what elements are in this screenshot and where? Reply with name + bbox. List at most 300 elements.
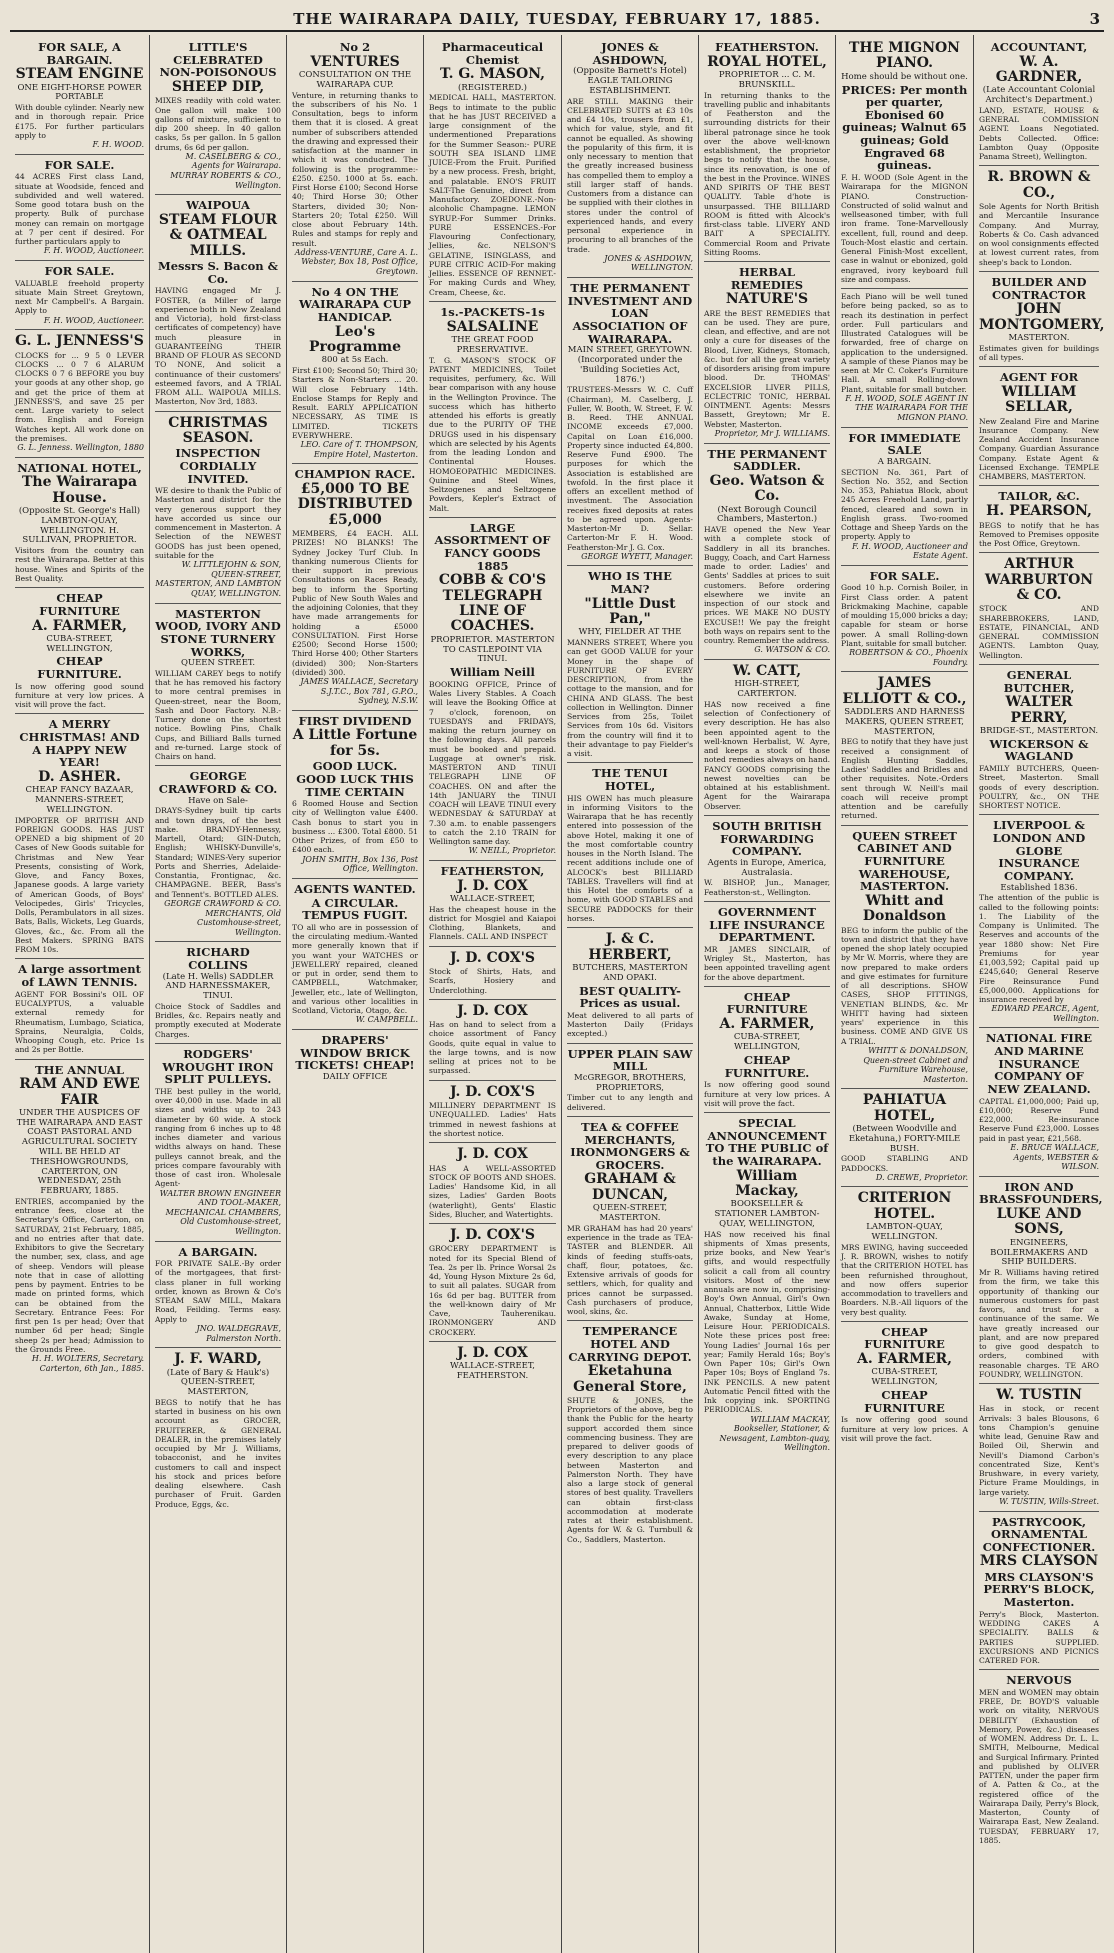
ad-body: TRUSTEES-Messrs W. C. Cuff (Chairman), M. Caselberg, J. Fuller, W. Booth, W. Street, F. W. B. Reed. THE ANNUAL INCOME exceeds £7,000. Capital on Loan £16,000. Property since inducted £4,800. Reserve Fund £900. The purposes for which the Association is established are twofold. In the first place it offers an excellent method of investment. The Association receives fixed deposits at rates to be agreed upon. Agents-Masterton-Mr D. Sellar. Carterton-Mr F. H. Wood. Featherston-Mr J. G. Cox. bbox=[567, 385, 693, 552]
advertisement bbox=[292, 464, 418, 711]
column-5 bbox=[562, 35, 699, 1953]
ad-head: IRON AND BRASSFOUNDERS, bbox=[979, 1179, 1103, 1207]
advertisement bbox=[15, 458, 144, 588]
ad-sub: BRIDGE-ST., MASTERTON. bbox=[979, 726, 1099, 736]
column-1 bbox=[10, 35, 150, 1953]
ad-body: First £100; Second 50; Third 30; Starters & Non-Starters ... 20. Will close February 14th. Enclose Stamps for Reply and Result. EARLY APPLICATION NECESSARY, AS TIME IS LIMITED. TICKETS EVERYWHERE. bbox=[292, 366, 418, 440]
advertisement bbox=[155, 1348, 281, 1513]
ad-body: ARE the BEST REMEDIES that can be used. They are pure, clean, and effective, and are not only a cure for diseases of the Blood, Liver, Kidneys, Stomach, &c. but for all the great variety of disorders arising from impure blood. Dr. THOMAS' EXCELSIOR LIVER PILLS, ECLECTRIC TONIC, HERBAL OINTMENT. Agents: Messrs Bassett, Greytown; Mr E. Webster, Masterton. bbox=[704, 308, 830, 429]
advertisement bbox=[841, 1322, 968, 1447]
advertisement bbox=[155, 766, 281, 942]
ad-body: Timber cut to any length and delivered. bbox=[567, 1093, 693, 1112]
ad-body: Choice Stock of Saddles and Bridles, &c. Repairs neatly and promptly executed at Moderate Charges. bbox=[155, 1001, 281, 1039]
ad-sign: LEO. Care of T. THOMPSON, Empire Hotel, Masterton. bbox=[300, 440, 418, 459]
ad-body: SECTION No. 361, Part of Section No. 352, and Section No. 353, Pahiatua Block, about 245 Acres Freehold Land, partly fenced, cleared and sown in English grass. Two-roomed Cottage and Sheep Yards on the property. Apply to bbox=[841, 467, 968, 542]
ad-extra: CHEAP FURNITURE. bbox=[37, 654, 122, 682]
ad-sign: ROBERTSON & CO., Phoenix Foundry. bbox=[849, 648, 968, 667]
masthead bbox=[10, 6, 1104, 32]
advertisement bbox=[979, 166, 1099, 272]
advertisement bbox=[979, 1177, 1103, 1384]
ad-head: WAIPOUA bbox=[186, 198, 250, 213]
advertisement bbox=[292, 37, 418, 282]
ad-sub: (Late of Bary & Hauk's) QUEEN-STREET, MASTERTON, bbox=[166, 1367, 270, 1398]
ad-body: BEG to notify that they have just received a consignment of English Hunting Saddles, Ladies' Saddles and Bridles and other requisites. Note.-Orders sent through W. Neill's mail coach will receive prompt attention and be carefully returned. bbox=[841, 737, 968, 821]
ad-body: ENTRIES, accompanied by the entrance fees, close at the Secretary's Office, Carterton, on SATURDAY, 21st February, 1885, and no entries after that date. Exhibitors to give the Secretary the number, sex, class, and age of sheep. Vendors will please note that in case of allotting pens by payment. Entries to be made on printed forms, which can be obtained from the Secretary. Entrance Fees: For first pen 1s per head; Over that number 6d per head; Single sheep 2s per head; Admission to the Grounds Free. bbox=[15, 1196, 144, 1354]
ad-sub: WALLACE-STREET, bbox=[449, 893, 536, 904]
ad-head: UPPER PLAIN SAW MILL bbox=[567, 1046, 693, 1074]
ad-big: CRITERION HOTEL. bbox=[857, 1190, 952, 1222]
ad-sign: JOHN SMITH, Box 136, Post Office, Wellington. bbox=[302, 854, 418, 874]
ad-head: NATIONAL FIRE AND MARINE INSURANCE COMPANY OF NEW ZEALAND. bbox=[985, 1031, 1093, 1097]
ad-head: A BARGAIN. bbox=[178, 1244, 258, 1259]
ad-head: QUEEN STREET CABINET AND FURNITURE WAREHOUSE, MASTERTON. bbox=[852, 828, 957, 894]
ad-body: HIS OWEN has much pleasure in informing Visitors to the Wairarapa that he has recently entered into possession of the above Hotel, making it one of the most comfortable country houses in the North Island. The recent additions include one of ALCOCK's best BILLIARD TABLES. Travellers will find at this Hotel the comforts of a home, with GOOD STABLES and SECURE PADDOCKS for their horses. bbox=[567, 793, 693, 923]
ad-head: FOR SALE, A BARGAIN. bbox=[38, 40, 121, 67]
ad-big: T. G. MASON, bbox=[439, 66, 545, 83]
ad-sub: ONE EIGHT-HORSE POWER PORTABLE bbox=[17, 82, 142, 103]
ad-head: WHO IS THE MAN? bbox=[588, 569, 672, 597]
ad-body: VALUABLE freehold property situate Main Street Greytown, next Mr Campbell's. A Bargain. Apply to bbox=[15, 278, 144, 316]
ad-sub: ENGINEERS, BOILERMAKERS AND SHIP BUILDERS. bbox=[990, 1237, 1088, 1268]
ad-body: BOOKING OFFICE, Prince of Wales Livery Stables. A Coach will leave the Booking Office at 7 o'clock, forenoon, on TUESDAYS and FRIDAYS, making the return journey on the following days. All parcels must be booked and prepaid. Luggage at owner's risk. MASTERTON AND TINUI TELEGRAPH LINE OF COACHES. ON and after the 14th JANUARY the TINUI COACH will LEAVE TINUI every WEDNESDAY & SATURDAY at 7.30 a.m. to enable passengers to catch the 2.10 TRAIN for Wellington same day. bbox=[429, 679, 556, 847]
ad-body: Sole Agents for North British and Mercantile Insurance Company. And Murray, Roberts & Co. Cash advanced on wool consignments effected at lowest current rates, from sheep's back to London. bbox=[979, 202, 1099, 267]
ad-sub: SADDLERS AND HARNESS MAKERS, QUEEN STREET, MASTERTON, bbox=[844, 707, 965, 737]
column-3 bbox=[287, 35, 424, 1953]
column-6 bbox=[699, 35, 836, 1953]
advertisement bbox=[292, 879, 418, 1030]
ad-head: AGENT FOR bbox=[999, 370, 1079, 385]
ad-body: In returning thanks to the travelling public and inhabitants of Featherston and the surrounding districts for their liberal patronage since he took over the above well-known establishment, the proprietor begs to notify that the house, since its renovation, is one of the best in the Province. WINES AND SPIRITS OF THE BEST QUALITY. Table d'hote is unsurpassed. THE BILLIARD ROOM is fitted with Alcock's first-class table. LIVERY AND BAIT A SPECIALITY. Commercial Room and Private Sitting Rooms. bbox=[704, 90, 830, 257]
ad-head: FOR SALE. bbox=[44, 157, 115, 172]
ad-body: Estimates given for buildings of all types. bbox=[979, 343, 1099, 363]
ad-body: Venture, in returning thanks to the subscribers of his No. 1 Consultation, begs to inform them that it is closed. A great number of subscribers attended the drawing and expressed their satisfaction at the manner in which it was conducted. The following is the programme:- £250. £250. 1000 at 5s. each. First Horse £100; Second Horse 40; Third Horse 30; Other Starters, divided 30; Non-Starters 20; Total £250. Will close about February 14th. Rules and stamps for reply and result. bbox=[292, 90, 418, 248]
ad-body: 6 Roomed House and Section city of Wellington value £400. Cash bonus to start you in business ... £300. Total £800. 51 Other Prizes, of from £50 to £400 each. bbox=[292, 799, 418, 855]
ad-body: BEGS to notify that he has started in business on his own account as GROCER, FRUITERER, & GENERAL DEALER, in the premises lately occupied by Mr J. Williams, tobacconist, and he invites customers to call and inspect his stock and prices before dealing elsewhere. Cash purchaser of Fruit. Garden Produce, Eggs, &c. bbox=[155, 1397, 281, 1509]
column-2 bbox=[150, 35, 287, 1953]
ad-head: RODGERS' WROUGHT IRON SPLIT PULLEYS. bbox=[162, 1046, 274, 1087]
ad-body: HAS now received a fine selection of Confectionery of every description. He has also been appointed agent to the well-known Herbalist, W. Ayre, and keeps a stock of those noted remedies always on hand. FANCY GOODS comprising the newest novelties can be obtained at his establishment. Agent for the Wairarapa Observer. bbox=[704, 699, 830, 811]
ad-body: HAS now received his final shipments of Xmas presents, prize books, and New Year's gifts, and would respectfully solicit a call from all country visitors. Most of the new annuals are now in, comprising-Boy's Own Annual, Girl's Own Annual, Chatterbox, Little Wide Awake, Sunday at Home, Leisure Hour. PERIODICALS. Note these prices post free: Young Ladies' Journal 16s per year; Family Herald 16s; Boy's Own Paper 10s; Girl's Own Paper 10s; Boys of England 7s. INK PENCILS. A new patent Automatic Pencil fitted with the Ink copying ink. SPORTING PERIODICALS. bbox=[704, 1229, 830, 1415]
ad-extra: WICKERSON & WAGLAND bbox=[989, 736, 1089, 764]
ad-big: VENTURES bbox=[310, 53, 400, 70]
advertisement bbox=[15, 155, 144, 261]
ad-big: The Wairarapa House. bbox=[21, 474, 138, 506]
ad-head: LARGE ASSORTMENT OF FANCY GOODS 1885 bbox=[434, 520, 551, 573]
ad-body: Each Piano will be well tuned before being packed, so as to reach its destination in perfect order. Full particulars and Illustrated Catalogues will be forwarded, free of charge on application to the undersigned. A sample of these Pianos may be seen at Mr C. Coker's Furniture Hall. A small Rolling-down Plant, suitable for small butcher. bbox=[841, 292, 968, 394]
advertisement bbox=[567, 37, 693, 278]
ad-sub: QUEEN STREET. bbox=[180, 658, 256, 669]
ad-head: THE PERMANENT INVESTMENT AND LOAN ASSOCIATION OF WAIRARAPA. bbox=[567, 281, 693, 346]
ad-body: Good 10 h.p. Cornish Boiler, in First Class order. A patent Brickmaking Machine, capable of moulding 15,000 bricks a day; capable for steam or horse power. A small Rolling-down Plant, suitable for small butcher. bbox=[841, 583, 968, 648]
ad-body: GROCERY DEPARTMENT is noted for its Special Blend of Tea. 2s per lb. Prince Worsal 2s 4d, Young Hyson Mixture 2s 6d, to suit all palates. SUGAR from 16s 6d per bag. BUTTER from the well-known dairy of Mr Cave, Tauherenikau. IRONMONGERY AND CROCKERY. bbox=[429, 1244, 556, 1337]
ad-body: MILLINERY DEPARTMENT IS UNEQUALLED. Ladies' Hats trimmed in newest fashions at the shortest notice. bbox=[429, 1101, 556, 1138]
advertisement bbox=[979, 1512, 1099, 1671]
ad-sub: BUTCHERS, MASTERTON AND OPAKI. bbox=[572, 963, 688, 983]
ad-sub: Home should be without one. bbox=[841, 71, 968, 82]
ad-big: CHRISTMAS SEASON. bbox=[168, 414, 268, 446]
ad-big: £5,000 TO BE DISTRIBUTED £5,000 bbox=[297, 480, 413, 528]
advertisement bbox=[155, 37, 281, 195]
ad-big: GRAHAM & DUNCAN, bbox=[584, 1171, 676, 1203]
ad-sub: UNDER THE AUSPICES OF THE WAIRARAPA AND EAST COAST PASTORAL AND AGRICULTURAL SOCIETY WILL BE HELD AT THESHOWGROUNDS, CARTERTON, ON WEDNESDAY, 25th FEBRUARY, 1885. bbox=[16, 1107, 143, 1197]
column-4 bbox=[424, 35, 562, 1953]
ad-head: JONES & ASHDOWN, bbox=[592, 40, 668, 67]
ad-big: J. D. COX'S bbox=[449, 949, 536, 966]
ad-big: WALTER PERRY, bbox=[1005, 694, 1073, 726]
ad-head: PASTRYCOOK, ORNAMENTAL CONFECTIONER. bbox=[982, 1514, 1096, 1554]
ad-sub: CHEAP FANCY BAZAAR, MANNERS-STREET, WELLINGTON. bbox=[25, 785, 134, 815]
ad-sign: E. BRUCE WALLACE, Agents, WEBSTER & WILSON. bbox=[1010, 1142, 1099, 1172]
ad-sub: A BARGAIN. bbox=[877, 456, 932, 467]
ad-sign: F. H. WOOD, SOLE AGENT IN THE WAIRARAPA FOR THE MIGNON PIANO. bbox=[845, 393, 968, 422]
advertisement bbox=[841, 289, 968, 428]
ad-sub: McGREGOR, BROTHERS, PROPRIETORS, bbox=[574, 1072, 686, 1093]
advertisement bbox=[429, 1143, 556, 1224]
advertisement bbox=[155, 604, 281, 767]
ad-big: STEAM ENGINE bbox=[15, 66, 144, 83]
ad-extra: CHEAP FURNITURE bbox=[864, 1388, 945, 1415]
advertisement bbox=[704, 660, 830, 816]
ad-head: FEATHERSTON, bbox=[440, 863, 545, 878]
advertisement bbox=[841, 37, 968, 289]
advertisement bbox=[15, 37, 144, 155]
ad-big: SALSALINE bbox=[446, 318, 539, 335]
advertisement bbox=[567, 928, 693, 1043]
advertisement bbox=[979, 1670, 1099, 1849]
ad-sign: GEORGE CRAWFORD & CO. MERCHANTS, Old Customhouse-street, Wellington. bbox=[164, 898, 281, 937]
ad-big: RAM AND EWE FAIR bbox=[19, 1076, 140, 1108]
advertisement bbox=[15, 588, 144, 714]
advertisement bbox=[155, 1242, 281, 1349]
ad-body: WILLIAM CAREY begs to notify that he has removed his factory to more central premises in Queen-street, near the Boom, Sash and Door Factory. N.B.-Turnery done on the shortest notice. Bowling Pins, Chalk Cups, and Billiard Balls turned and re-turned. Large stock of Chairs on hand. bbox=[155, 668, 281, 762]
ad-big: Whitt and Donaldson bbox=[862, 892, 947, 925]
ad-head: NERVOUS bbox=[1006, 1673, 1072, 1688]
ad-sub: (Late H. Wells) SADDLER AND HARNESSMAKER, TINUI. bbox=[162, 971, 274, 1002]
ad-head: TAILOR, &C. bbox=[998, 489, 1080, 504]
ad-sign: JNO. WALDEGRAVE, Palmerston North. bbox=[196, 1323, 281, 1343]
ad-body: DRAYS-Sydney built tip carts and town drays, of the best make. BRANDY-Hennessy, Martell, Otard; GIN-Dutch, English; WHISKY-Dunville's, Standard; WINES-Very superior Ports and Sherries, Adelaide-Constantia, Frontignac, &c. CHAMPAGNE. BEER, Bass's and Tennent's. BOTTLED ALES. bbox=[155, 806, 281, 899]
ad-head: GEORGE CRAWFORD & CO. bbox=[158, 769, 278, 797]
ad-big: Eketahuna General Store, bbox=[573, 1363, 687, 1395]
ad-sub: CUBA-STREET, WELLINGTON, bbox=[46, 633, 113, 654]
ad-sub: (Between Woodville and Eketahuna,) FORTY-MILE BUSH. bbox=[848, 1124, 961, 1154]
ad-big: H. PEARSON, bbox=[986, 503, 1092, 520]
ad-body: Has on hand to select from a choice assortment of Fancy Goods, quite equal in value to the large towns, and is now selling at prices not to be surpassed. bbox=[429, 1020, 556, 1076]
ad-big: J. D. COX bbox=[457, 1146, 528, 1163]
ad-big: JAMES ELLIOTT & CO., bbox=[842, 675, 967, 707]
ad-sign: JONES & ASHDOWN, WELLINGTON. bbox=[604, 253, 693, 273]
masthead-title: THE WAIRARAPA DAILY, TUESDAY, FEBRUARY 17, 1885. bbox=[293, 10, 821, 28]
advertisement bbox=[429, 1000, 556, 1081]
ad-big: THE MIGNON PIANO. bbox=[849, 40, 960, 72]
ad-sub: DAILY OFFICE bbox=[322, 1071, 388, 1082]
ad-head: ACCOUNTANT, bbox=[990, 40, 1088, 54]
advertisement bbox=[841, 826, 968, 1090]
advertisement bbox=[429, 1224, 556, 1342]
ad-sub: CONSULTATION ON THE WAIRARAPA CUP. bbox=[298, 70, 412, 90]
ad-body: CAPITAL £1,000,000; Paid up, £10,000; Reserve Fund £22,000. Re-insurance Reserve Fund £23,000. Losses paid in past year, £21,568. bbox=[979, 1096, 1099, 1143]
ad-sub: THE GREAT FOOD PRESERVATIVE. bbox=[451, 334, 534, 355]
advertisement bbox=[841, 1089, 968, 1187]
ad-body: Is now offering good sound furniture at very low prices. A visit will prove the fact. bbox=[15, 681, 144, 710]
ad-big: ROYAL HOTEL, bbox=[707, 53, 827, 70]
ad-big: J. D. COX'S bbox=[449, 1083, 536, 1100]
column-7 bbox=[836, 35, 974, 1953]
ad-sub: (REGISTERED.) bbox=[458, 82, 527, 93]
ad-big: STEAM FLOUR & OATMEAL MILLS. bbox=[158, 211, 278, 259]
ad-head: RICHARD COLLINS bbox=[186, 945, 250, 972]
column-8 bbox=[974, 35, 1104, 1953]
ad-big: William Mackay, bbox=[735, 1167, 799, 1199]
ad-head: FIRST DIVIDEND bbox=[298, 713, 412, 728]
ad-sign: F. H. WOOD, Auctioneer and Estate Agent. bbox=[851, 541, 968, 561]
ad-body: CLOCKS for ... 9 5 0 LEVER CLOCKS ... 0 7 6 ALARUM CLOCKS 0 7 6 BEFORE you buy your goods at any other shop, go and get the price of them at JENNESS'S, and save 25 per cent. Large variety to select from. English and Foreign Watches kept. All work done on the premises. bbox=[15, 350, 144, 443]
ad-sign: WHITT & DONALDSON, Queen-street Cabinet and Furniture Warehouse, Masterton. bbox=[863, 1045, 968, 1084]
ad-sub: (Opposite Barnett's Hotel) EAGLE TAILORING ESTABLISHMENT. bbox=[573, 66, 687, 96]
advertisement bbox=[704, 444, 830, 660]
advertisement bbox=[979, 665, 1099, 815]
ad-big: COBB & CO'S TELEGRAPH LINE OF COACHES. bbox=[438, 572, 547, 635]
ad-big: A. FARMER, bbox=[719, 1016, 815, 1033]
ad-head: FOR IMMEDIATE SALE bbox=[848, 430, 961, 458]
advertisement bbox=[155, 412, 281, 604]
ad-extra: MRS CLAYSON'S PERRY'S BLOCK, Masterton. bbox=[983, 1569, 1095, 1610]
ad-head: LIVERPOOL & LONDON AND GLOBE INSURANCE COMPANY. bbox=[992, 818, 1086, 883]
ad-head: Pharmaceutical Chemist bbox=[441, 40, 544, 67]
ad-big: JOHN MONTGOMERY, bbox=[979, 301, 1104, 333]
ad-extra: William Neill bbox=[450, 665, 535, 680]
ad-big: Geo. Watson & Co. bbox=[709, 472, 825, 505]
ad-head: CHAMPION RACE. bbox=[294, 467, 416, 482]
ad-sign: G. L. Jenness. Wellington, 1880 bbox=[17, 443, 144, 453]
ad-sub: LAMBTON-QUAY, WELLINGTON. bbox=[866, 1222, 943, 1243]
ad-body: WE desire to thank the Public of Masterton and district for the very generous support they have accorded us since our commencement in Masterton. A Selection of the NEWEST GOODS has just been opened, suitable for the bbox=[155, 486, 281, 560]
ad-head: FOR SALE. bbox=[869, 568, 940, 583]
advertisement bbox=[429, 861, 556, 947]
ad-big: A Little Fortune for 5s. bbox=[292, 727, 418, 759]
ad-head: HERBAL REMEDIES bbox=[730, 265, 804, 292]
ad-sub: QUEEN-STREET, MASTERTON. bbox=[592, 1203, 668, 1223]
ad-sign: D. CREWE, Proprietor. bbox=[875, 1172, 968, 1182]
advertisement bbox=[15, 261, 144, 330]
ad-sub: CUBA-STREET, WELLINGTON, bbox=[733, 1032, 801, 1053]
ad-big: W. CATT, bbox=[732, 663, 802, 680]
ad-body: SHUTE & JONES, the Proprietors of the above, beg to thank the Public for the hearty support accorded them since commencing business. They are prepared to deliver goods of every description to any place between Masterton and Palmerston North. They have also a large stock of general stores of best quality. Travellers can obtain first-class accommodation at moderate rates at their establishment. Agents for W. & G. Turnbull & Co., Saddlers, Masterton. bbox=[567, 1395, 693, 1544]
ad-extra: PRICES: Per month per quarter, Ebonised 60 guineas; Walnut 65 guineas; Gold Engraved 68 guineas. bbox=[841, 82, 968, 173]
ad-head: SPECIAL ANNOUNCEMENT TO THE PUBLIC of the WAIRARAPA. bbox=[705, 1116, 829, 1168]
ad-sign: W. CAMPBELL. bbox=[355, 1015, 418, 1025]
ad-head: THE ANNUAL bbox=[35, 1062, 124, 1077]
ad-body: MIXES readily with cold water. One gallon will make 100 gallons of mixture, sufficient to dip 200 sheep. In 40 gallon casks, 5s per gallon. In 5 gallon drums, 6s 6d per gallon. bbox=[155, 96, 281, 152]
ad-body: STOCK AND SHAREBROKERS, LAND, ESTATE, FINANCIAL, AND GENERAL COMMISSION AGENTS. Lambton Quay, Wellington. bbox=[979, 604, 1099, 660]
ad-big: SHEEP DIP, bbox=[171, 78, 265, 95]
advertisement bbox=[841, 672, 968, 825]
ad-head: CHEAP FURNITURE bbox=[726, 989, 808, 1017]
ad-sign: F. H. WOOD, Auctioneer. bbox=[43, 246, 144, 256]
ad-big: J. D. COX bbox=[457, 1002, 528, 1019]
ad-head: A MERRY CHRISTMAS! AND A HAPPY NEW YEAR! bbox=[19, 717, 140, 770]
ad-body: With double cylinder. Nearly new and in thorough repair. Price £175. For further particulars apply to bbox=[15, 103, 144, 140]
ad-body: MR JAMES SINCLAIR, of Wrigley St., Masterton, has been appointed travelling agent for the above department. bbox=[704, 944, 830, 982]
ad-body: Stock of Shirts, Hats, and Scarfs, Hosiery and Underclothing. bbox=[429, 967, 556, 995]
advertisement bbox=[841, 566, 968, 673]
ad-big: J. D. COX'S bbox=[449, 1227, 536, 1244]
ad-body: TO all who are in possession of the circulating medium.-Wanted more generally known that if you want your WATCHES or JEWELLERY repaired, cleaned or put in order, send them to CAMPBELL, Watchmaker, Jeweller, etc., late of Wellington, and various other localities in Scotland, Victoria, Otago, &c. bbox=[292, 922, 418, 1016]
ad-sub: (Late Accountant Colonial Architect's Department.) bbox=[982, 85, 1096, 106]
ad-head: MASTERTON WOOD, IVORY AND STONE TURNERY WORKS, bbox=[155, 606, 281, 659]
ad-big: J. D. COX bbox=[457, 877, 528, 894]
advertisement bbox=[292, 711, 418, 879]
ad-sign: W. TUSTIN, Wills-Street. bbox=[999, 1496, 1099, 1506]
ad-head: GENERAL BUTCHER, bbox=[1003, 667, 1075, 695]
ad-big: J. & C. HERBERT, bbox=[588, 931, 672, 963]
ad-body: New Zealand Fire and Marine Insurance Company. New Zealand Accident Insurance Company. Guardian Assurance Company. Estate Agent & Licensed Exchange. TEMPLE CHAMBERS, MASTERTON. bbox=[979, 416, 1099, 482]
ad-big: W. A. GARDNER, bbox=[995, 53, 1083, 86]
ad-sub: Have on Sale- bbox=[188, 795, 248, 806]
advertisement bbox=[429, 947, 556, 1000]
ad-head: CHEAP FURNITURE bbox=[39, 591, 120, 618]
ad-body: MRS EWING, having succeeded J. R. BROWN, wishes to notify that the CRITERION HOTEL has been refurnished throughout, and now offers superior accommodation to travellers and Boarders. N.B.-All liquors of the very best quality. bbox=[841, 1242, 968, 1317]
advertisement bbox=[979, 486, 1099, 553]
advertisement bbox=[841, 428, 968, 566]
advertisement bbox=[15, 330, 144, 457]
ad-sub: MAIN STREET, GREYTOWN. (Incorporated under the 'Building Societies Act, 1876.') bbox=[567, 345, 693, 385]
ad-body: MR GRAHAM has had 20 years' experience in the trade as TEA-TASTER and BLENDER. All kinds of feeding stuffs-oats, chaff, flour, potatoes, &c. Extensive arrivals of goods for settlers, which, for quality and prices cannot be surpassed. Cash purchasers of produce, wool, skins, &c. bbox=[567, 1223, 693, 1317]
advertisement bbox=[567, 1044, 693, 1117]
advertisement bbox=[567, 1117, 693, 1321]
ad-body: Perry's Block, Masterton. WEDDING CAKES A SPECIALITY. BALLS & PARTIES SUPPLIED. EXCURSIONS AND PICNICS CATERED FOR. bbox=[979, 1609, 1099, 1666]
ad-head: DRAPERS' WINDOW BRICK TICKETS! CHEAP! bbox=[295, 1032, 415, 1073]
advertisement bbox=[567, 1321, 693, 1548]
ad-head: THE TENUI HOTEL, bbox=[592, 766, 668, 794]
ad-big: "Little Dust Pan," bbox=[584, 595, 676, 628]
advertisement bbox=[155, 1044, 281, 1242]
ad-body: HAVE opened the New Year with a complete stock of Saddlery in all its branches. Buggy, Coach, and Cart Harness made to order. Ladies' and Gents' Saddles at prices to suit customers. Before ordering elsewhere we invite an inspection of our stock and prices. WE MAKE NO DUSTY EXCUSE!! We pay the freight both ways on repairs sent to the country. Remember the address. bbox=[704, 525, 830, 646]
ad-big: D. ASHER. bbox=[38, 769, 121, 786]
ad-sign: Proprietor, Mr J. WILLIAMS. bbox=[714, 428, 830, 438]
ad-body: Has the cheapest house in the district for Mosgiel and Kaiapoi Clothing, Blankets, and Flannels. CALL AND INSPECT bbox=[429, 904, 556, 942]
ad-body: MEDICAL HALL, MASTERTON. Begs to intimate to the public that he has JUST RECEIVED a large consignment of the undermentioned Preparations for the Summer Season:- PURE SOUTH SEA ISLAND LIME JUICE-From the Fruit. Purified by a new process. Fresh, bright, and palatable. ENO'S FRUIT SALT-The Genuine, direct from Manufactory. ZOEDONE.-Non-alcoholic Champagne. LEMON SYRUP.-For Summer Drinks. PURE ESSENCES.-For Flavouring Confectionary, Jellies, &c. NELSON'S GELATINE, ISINGLASS, and PURE CITRIC ACID-For making Jellies. ESSENCE OF RENNET.-For making Curds and Whey, Cream, Cheese, &c. bbox=[429, 93, 556, 297]
ad-big: MRS CLAYSON bbox=[979, 1553, 1099, 1570]
advertisement bbox=[841, 1187, 968, 1321]
ad-big: Leo's Programme bbox=[308, 323, 401, 355]
ad-head: LITTLE'S CELEBRATED NON-POISONOUS bbox=[159, 40, 277, 80]
ad-body: BEGS to notify that he has Removed to Premises opposite the Post Office, Greytown. bbox=[979, 520, 1099, 549]
ad-sign: Address-VENTURE, Care A. L. Webster, Box 18, Post Office, Greytown. bbox=[294, 247, 418, 276]
ad-sub: PROPRIETOR. MASTERTON TO CASTLEPOINT VIA TINUI. bbox=[430, 634, 555, 665]
advertisement bbox=[292, 282, 418, 465]
advertisement bbox=[979, 815, 1099, 1028]
advertisement bbox=[155, 942, 281, 1044]
ad-sub: HIGH-STREET, CARTERTON. bbox=[734, 679, 800, 700]
advertisement bbox=[979, 553, 1099, 665]
ad-head: FEATHERSTON. bbox=[715, 40, 819, 54]
ad-body: FAMILY BUTCHERS, Queen-Street, Masterton. Small goods of every description. POULTRY, &c., ON THE SHORTEST NOTICE. bbox=[979, 764, 1099, 811]
ad-body: IMPORTER OF BRITISH AND FOREIGN GOODS. HAS JUST OPENED a big shipment of 20 Cases of New Goods suitable for Christmas and New Year Presents, consisting of Work, Glove, and Fancy Boxes, Japanese goods. A large variety of American Goods, of Boys' Velocipedes, Girls' Tricycles, Dolls, Perambulators in all sizes. Bats, Balls, Wickets, Leg Guards, Gloves, &c., &c. From all the Best Makers. SPRING BATS FROM 10s. bbox=[15, 815, 144, 955]
ad-extra: INSPECTION CORDIALLY INVITED. bbox=[175, 446, 261, 486]
columns bbox=[10, 35, 1104, 1953]
ad-body: Is now offering good sound furniture at very low prices. A visit will prove the fact. bbox=[704, 1080, 830, 1108]
ad-sign: W. NEILL, Proprietor. bbox=[468, 846, 556, 856]
advertisement bbox=[704, 902, 830, 987]
ad-body: ARE STILL MAKING their CELEBRATED SUITS at £3 10s and £4 10s, trousers from £1, which for value, style, and fit cannot be equalled. As showing the popularity of this firm, it is only necessary to mention that the greatly increased business has compelled them to employ a still larger staff of hands. Customers from a distance can be supplied with their clothes in stores under the control of experienced hands, and every personal experience in procuring to all branches of the trade. bbox=[567, 96, 693, 254]
ad-body: MANNERS STREET, Where you can get GOOD VALUE for your Money in the shape of FURNITURE OF EVERY DESCRIPTION, from the cottage to the mansion, and for CHINA AND GLASS. The best collection in Wellington. Dinner Services from 25s, Toilet Services from 10s 6d. Visitors from the country will find it to their advantage to pay Fielder's a visit. bbox=[567, 638, 693, 759]
ad-head: BUILDER AND CONTRACTOR bbox=[991, 274, 1087, 302]
ad-head: NATIONAL HOTEL, bbox=[17, 460, 142, 475]
ad-body: HAVING engaged Mr J. FOSTER, (a Miller of large experience both in New Zealand and Victoria), hold first-class certificates of competency) have much pleasure in GUARANTEEING THEIR BRAND OF FLOUR AS SECOND TO NONE, And solicit a continuance of their customers' esteemed favors, and A TRIAL FROM ALL. WAIPOUA MILLS. Masterton, Nov 3rd, 1883. bbox=[155, 286, 281, 407]
advertisement bbox=[155, 195, 281, 411]
ad-body: AGENT FOR Bossini's OIL OF EUCALYPTUS, a valuable external remedy for Rheumatism, Lumbago, Sciatica, Sprains, Neuralgia, Colds, Whooping Cough, etc. Price 1s and 2s per Bottle. bbox=[15, 989, 144, 1055]
ad-head: TEA & COFFEE MERCHANTS, IRONMONGERS & GROCERS. bbox=[570, 1119, 690, 1172]
advertisement bbox=[567, 278, 693, 566]
ad-big: LUKE AND SONS, bbox=[996, 1205, 1082, 1238]
ad-body: MEMBERS, £4 EACH. ALL PRIZES! NO BLANKS! The Sydney Jockey Turf Club. In thanking numerous Clients for their support in previous Consultations on Races Ready, beg to inform the Sporting Public of New South Wales and the adjoining Colonies, that they have made arrangements for holding a £5000 CONSULTATION. First Horse £2500; Second Horse 1500; Third Horse 400; Other Starters (divided) 300; Non-Starters (divided) 300. bbox=[292, 529, 418, 677]
ad-body: Is now offering good sound furniture at very low prices. A visit will prove the fact. bbox=[841, 1415, 968, 1443]
advertisement bbox=[292, 1030, 418, 1087]
advertisement bbox=[429, 1081, 556, 1143]
ad-sign: G. WATSON & CO. bbox=[754, 645, 830, 655]
ad-big: J. F. WARD, bbox=[174, 1351, 262, 1368]
advertisement bbox=[567, 763, 693, 928]
ad-sub: 800 at 5s Each. bbox=[321, 355, 389, 366]
ad-body: T. G. MASON'S STOCK OF PATENT MEDICINES, Toilet requisites, perfumery, &c. Will bear comparison with any house in the Wellington Province. The success which has hitherto attended his efforts is greatly due to the PURITY OF THE DRUGS used in his dispensary which are selected by his Agents from the leading London and Continental Houses. HOMOEOPATHIC MEDICINES. Quinine and Steel Wines, Seltzogenes and Seltzogene Powders, Kepler's Extract of Malt. bbox=[429, 355, 556, 513]
ad-sub: WALLACE-STREET, FEATHERSTON. bbox=[449, 1361, 536, 1382]
advertisement bbox=[429, 1342, 556, 1386]
ad-body: Mr R. Williams having retired from the firm, we take this opportunity of thanking our numerous customers for past favors, and trust for a continuance of the same. We have greatly increased our plant, and are now prepared to give good despatch to orders, combined with reasonable charges. TE ARO FOUNDRY, WELLINGTON. bbox=[979, 1268, 1099, 1379]
ad-sign: WILLIAM MACKAY, Bookseller, Stationer, & Newsagent, Lambton-quay, Wellington. bbox=[719, 1414, 830, 1453]
ad-head: CHEAP FURNITURE bbox=[864, 1324, 945, 1352]
ad-head: No 2 bbox=[339, 40, 371, 54]
ad-head: 1s.-PACKETS-1s bbox=[440, 304, 545, 319]
ad-sub: Agents in Europe, America, Australasia. bbox=[707, 857, 827, 878]
ad-body: The attention of the public is called to the following points: 1. The Liability of the Company is Unlimited. The Reserves and accounts of the year 1880 show: Net Fire Premiums for year £1,003,592; Capital paid up £245,640; General Reserve Fire Reinsurance Fund £5,000,000. Applications for insurance received by bbox=[979, 893, 1099, 1005]
ad-sub: Established 1836. bbox=[1000, 882, 1078, 893]
ad-head: TEMPERANCE HOTEL AND CARRYING DEPOT. bbox=[568, 1324, 692, 1364]
advertisement bbox=[704, 987, 830, 1113]
ad-body: THE best pulley in the world, over 40,000 in use. Made in all sizes and widths up to 243 diameter by 60 wide. A stock ranging from 6 inches up to 48 inches diameter and various widths always on hand. These pulleys cannot break, and the prices compare favourably with those of cast iron. Wholesale Agent- bbox=[155, 1086, 281, 1189]
ad-sign: GEORGE WYETT, Manager. bbox=[581, 551, 693, 561]
page-number: 3 bbox=[1089, 10, 1100, 28]
advertisement bbox=[15, 1060, 144, 1378]
ad-big: G. L. JENNESS'S bbox=[15, 333, 144, 350]
advertisement bbox=[704, 816, 830, 902]
ad-extra: GOOD LUCK. GOOD LUCK THIS TIME CERTAIN bbox=[296, 759, 414, 799]
ad-body: GOOD STABLING AND PADDOCKS. bbox=[841, 1154, 968, 1173]
ad-head: AGENTS WANTED. bbox=[294, 881, 416, 896]
ad-extra: Messrs S. Bacon & Co. bbox=[157, 259, 279, 286]
advertisement bbox=[704, 1113, 830, 1457]
ad-head: SOUTH BRITISH FORWARDING COMPANY. bbox=[712, 818, 822, 859]
ad-body: FOR PRIVATE SALE.-By order of the mortgagees, that first-class planer in full working order, known as Brown & Co's STEAM SAW MILL, Makara Road, Feilding. Terms easy. Apply to bbox=[155, 1259, 281, 1324]
ad-head: A large assortment of LAWN TENNIS. bbox=[18, 962, 141, 990]
advertisement bbox=[979, 1384, 1099, 1511]
ad-head: THE PERMANENT SADDLER. bbox=[707, 446, 827, 474]
ad-sub: BOOKSELLER & STATIONER LAMBTON-QUAY, WELLINGTON, bbox=[714, 1199, 820, 1229]
ad-big: J. D. COX bbox=[457, 1344, 528, 1361]
ad-sign: H. H. WOLTERS, Secretary. Carterton, 6th Jan., 1885. bbox=[31, 1354, 144, 1373]
ad-big: W. TUSTIN bbox=[996, 1387, 1082, 1404]
ad-body: 44 ACRES First class Land, situate at Woodside, fenced and subdivided and well watered. Some good totara bush on the property. Bulk of purchase money can remain on mortgage at 7 per cent if desired. For further particulars apply to bbox=[15, 172, 144, 247]
ad-big: ARTHUR WARBURTON & CO. bbox=[984, 556, 1094, 604]
ad-body: BEG to inform the public of the town and district that they have opened the shop lately occupied by Mr W. Morris, where they are now prepared to make orders and give estimates for furniture of all descriptions. SHOW CASES, SHOP FITTINGS, VENETIAN BLINDS, &c. Mr WHITT having had sixteen years' experience in this business. COME AND GIVE US A TRIAL. bbox=[841, 925, 968, 1046]
ad-big: PAHIATUA HOTEL, bbox=[862, 1092, 947, 1124]
ad-sign: F. H. WOOD. bbox=[92, 140, 144, 150]
ad-big: A. FARMER, bbox=[857, 1351, 952, 1368]
advertisement bbox=[567, 566, 693, 763]
ad-head: No 4 ON THE WAIRARAPA CUP HANDICAP. bbox=[298, 284, 411, 324]
ad-sub: (Next Borough Council Chambers, Masterton.) bbox=[716, 504, 818, 525]
advertisement bbox=[429, 302, 556, 518]
